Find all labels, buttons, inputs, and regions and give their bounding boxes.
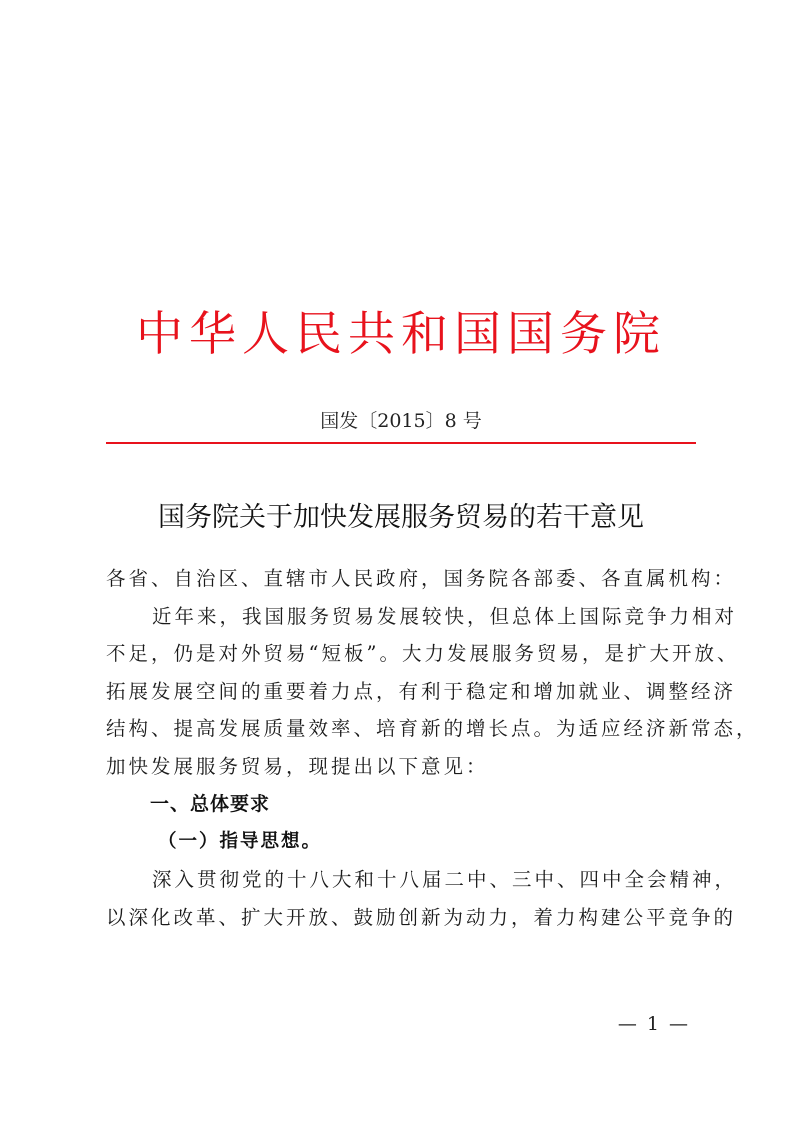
section-heading: 一、总体要求 bbox=[150, 793, 271, 815]
intro-paragraph-line: 不足，仍是对外贸易“短板”。大力发展服务贸易，是扩大开放、 bbox=[106, 642, 740, 665]
intro-paragraph-line: 近年来，我国服务贸易发展较快，但总体上国际竞争力相对 bbox=[152, 604, 738, 628]
guiding-paragraph-line: 深入贯彻党的十八大和十八届二中、三中、四中全会精神， bbox=[152, 868, 738, 891]
addressee-line: 各省、自治区、直辖市人民政府，国务院各部委、各直属机构： bbox=[106, 567, 737, 590]
document-body bbox=[106, 565, 759, 941]
document-title: 国务院关于加快发展服务贸易的若干意见 bbox=[158, 502, 644, 533]
red-header-rule bbox=[106, 442, 696, 444]
intro-paragraph-line: 结构、提高发展质量效率、培育新的增长点。为适应经济新常态， bbox=[106, 717, 759, 740]
intro-paragraph-line: 加快发展服务贸易，现提出以下意见： bbox=[106, 754, 489, 778]
page-number: — 1 — bbox=[617, 1013, 690, 1035]
document-number: 国发〔2015〕8 号 bbox=[320, 410, 482, 432]
intro-paragraph-line: 拓展发展空间的重要着力点，有利于稳定和增加就业、调整经济 bbox=[106, 679, 737, 703]
subsection-heading: （一）指导思想。 bbox=[158, 831, 323, 852]
issuing-authority-title: 中华人民共和国国务院 bbox=[136, 307, 666, 362]
guiding-paragraph-line: 以深化改革、扩大开放、鼓励创新为动力，着力构建公平竞争的 bbox=[106, 905, 737, 929]
